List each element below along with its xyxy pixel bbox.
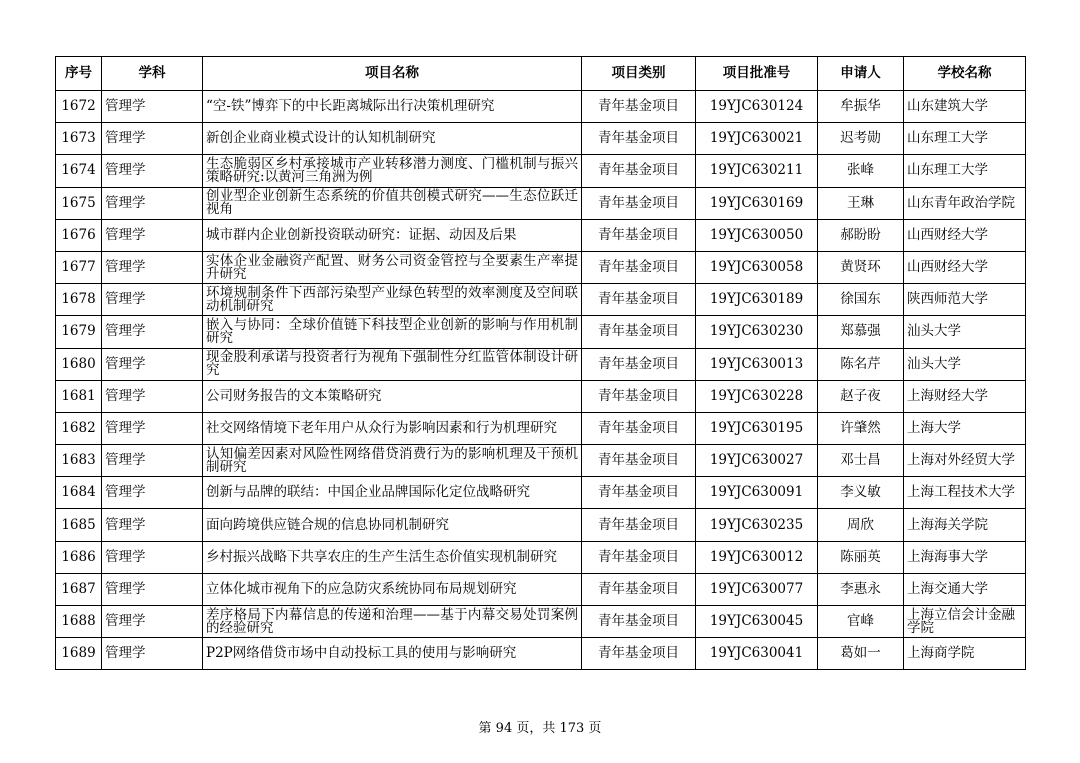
table-row [56,638,1026,670]
cell-no: 1676 [56,219,102,251]
project-table [55,56,1026,670]
cell-type: 青年基金项目 [582,155,696,187]
cell-title: 嵌入与协同：全球价值链下科技型企业创新的影响与作用机制研究 [203,316,582,348]
cell-applicant: 黄贤环 [818,251,904,283]
table-row [56,316,1026,348]
col-header-title: 项目名称 [203,57,582,91]
cell-title: 城市群内企业创新投资联动研究：证据、动因及后果 [203,219,582,251]
cell-school: 汕头大学 [904,348,1026,380]
cell-subject: 管理学 [102,284,203,316]
cell-school: 上海对外经贸大学 [904,445,1026,477]
cell-applicant: 张峰 [818,155,904,187]
cell-no: 1680 [56,348,102,380]
cell-subject: 管理学 [102,509,203,541]
cell-no: 1688 [56,606,102,638]
cell-subject: 管理学 [102,155,203,187]
cell-school: 上海海关学院 [904,509,1026,541]
cell-code: 19YJC630195 [696,412,818,444]
cell-subject: 管理学 [102,638,203,670]
col-header-school: 学校名称 [904,57,1026,91]
cell-school: 山东青年政治学院 [904,187,1026,219]
table-row [56,155,1026,187]
cell-subject: 管理学 [102,541,203,573]
cell-code: 19YJC630058 [696,251,818,283]
cell-type: 青年基金项目 [582,123,696,155]
cell-applicant: 邓士昌 [818,445,904,477]
cell-code: 19YJC630050 [696,219,818,251]
cell-type: 青年基金项目 [582,412,696,444]
cell-type: 青年基金项目 [582,541,696,573]
cell-school: 陕西师范大学 [904,284,1026,316]
cell-title: 生态脆弱区乡村承接城市产业转移潜力测度、门槛机制与振兴策略研究:以黄河三角洲为例 [203,155,582,187]
cell-title: 创新与品牌的联结：中国企业品牌国际化定位战略研究 [203,477,582,509]
cell-school: 上海交通大学 [904,573,1026,605]
cell-no: 1685 [56,509,102,541]
cell-applicant: 牟振华 [818,91,904,123]
cell-school: 汕头大学 [904,316,1026,348]
cell-type: 青年基金项目 [582,187,696,219]
table-row [56,477,1026,509]
cell-subject: 管理学 [102,445,203,477]
cell-applicant: 徐国东 [818,284,904,316]
cell-subject: 管理学 [102,251,203,283]
table-row [56,219,1026,251]
cell-school: 上海海事大学 [904,541,1026,573]
cell-title: “空-铁”博弈下的中长距离城际出行决策机理研究 [203,91,582,123]
cell-code: 19YJC630012 [696,541,818,573]
table-body [56,91,1026,670]
table-row [56,251,1026,283]
cell-type: 青年基金项目 [582,638,696,670]
cell-code: 19YJC630045 [696,606,818,638]
cell-type: 青年基金项目 [582,219,696,251]
header-row [56,57,1026,91]
cell-no: 1682 [56,412,102,444]
table-row [56,91,1026,123]
cell-school: 山西财经大学 [904,251,1026,283]
cell-type: 青年基金项目 [582,477,696,509]
cell-type: 青年基金项目 [582,251,696,283]
cell-type: 青年基金项目 [582,509,696,541]
cell-school: 上海商学院 [904,638,1026,670]
col-header-subject: 学科 [102,57,203,91]
cell-no: 1683 [56,445,102,477]
cell-type: 青年基金项目 [582,348,696,380]
cell-applicant: 许肇然 [818,412,904,444]
cell-code: 19YJC630235 [696,509,818,541]
cell-applicant: 李惠永 [818,573,904,605]
cell-title: 现金股利承诺与投资者行为视角下强制性分红监管体制设计研究 [203,348,582,380]
cell-subject: 管理学 [102,477,203,509]
cell-subject: 管理学 [102,606,203,638]
cell-school: 山东建筑大学 [904,91,1026,123]
cell-applicant: 周欣 [818,509,904,541]
table-row [56,541,1026,573]
col-header-applicant: 申请人 [818,57,904,91]
cell-school: 上海立信会计金融学院 [904,606,1026,638]
cell-code: 19YJC630211 [696,155,818,187]
cell-type: 青年基金项目 [582,284,696,316]
cell-title: 立体化城市视角下的应急防灾系统协同布局规划研究 [203,573,582,605]
cell-type: 青年基金项目 [582,316,696,348]
cell-no: 1681 [56,380,102,412]
cell-applicant: 官峰 [818,606,904,638]
cell-code: 19YJC630021 [696,123,818,155]
cell-code: 19YJC630013 [696,348,818,380]
cell-subject: 管理学 [102,573,203,605]
cell-school: 上海大学 [904,412,1026,444]
cell-applicant: 郑慕强 [818,316,904,348]
cell-no: 1684 [56,477,102,509]
cell-code: 19YJC630228 [696,380,818,412]
table-row [56,606,1026,638]
col-header-no: 序号 [56,57,102,91]
cell-type: 青年基金项目 [582,445,696,477]
table-row [56,412,1026,444]
cell-type: 青年基金项目 [582,573,696,605]
cell-title: 差序格局下内幕信息的传递和治理——基于内幕交易处罚案例的经验研究 [203,606,582,638]
cell-school: 山西财经大学 [904,219,1026,251]
cell-subject: 管理学 [102,380,203,412]
cell-applicant: 郝盼盼 [818,219,904,251]
cell-subject: 管理学 [102,219,203,251]
cell-subject: 管理学 [102,91,203,123]
cell-applicant: 葛如一 [818,638,904,670]
cell-subject: 管理学 [102,348,203,380]
cell-code: 19YJC630189 [696,284,818,316]
cell-no: 1675 [56,187,102,219]
cell-title: 创业型企业创新生态系统的价值共创模式研究——生态位跃迁视角 [203,187,582,219]
col-header-type: 项目类别 [582,57,696,91]
table-row [56,284,1026,316]
cell-no: 1674 [56,155,102,187]
table-row [56,187,1026,219]
cell-title: 社交网络情境下老年用户从众行为影响因素和行为机理研究 [203,412,582,444]
cell-title: 实体企业金融资产配置、财务公司资金管控与全要素生产率提升研究 [203,251,582,283]
cell-title: 认知偏差因素对风险性网络借贷消费行为的影响机理及干预机制研究 [203,445,582,477]
cell-code: 19YJC630027 [696,445,818,477]
cell-applicant: 赵子夜 [818,380,904,412]
cell-school: 上海工程技术大学 [904,477,1026,509]
cell-type: 青年基金项目 [582,380,696,412]
cell-code: 19YJC630041 [696,638,818,670]
cell-code: 19YJC630091 [696,477,818,509]
cell-no: 1678 [56,284,102,316]
cell-no: 1687 [56,573,102,605]
table-row [56,573,1026,605]
cell-applicant: 王琳 [818,187,904,219]
cell-no: 1672 [56,91,102,123]
cell-title: 环境规制条件下西部污染型产业绿色转型的效率测度及空间联动机制研究 [203,284,582,316]
cell-applicant: 李义敏 [818,477,904,509]
cell-code: 19YJC630169 [696,187,818,219]
cell-applicant: 陈名芹 [818,348,904,380]
cell-type: 青年基金项目 [582,606,696,638]
cell-school: 山东理工大学 [904,123,1026,155]
cell-code: 19YJC630077 [696,573,818,605]
cell-subject: 管理学 [102,187,203,219]
cell-subject: 管理学 [102,412,203,444]
cell-title: 公司财务报告的文本策略研究 [203,380,582,412]
table-row [56,509,1026,541]
cell-title: 面向跨境供应链合规的信息协同机制研究 [203,509,582,541]
col-header-code: 项目批准号 [696,57,818,91]
cell-no: 1686 [56,541,102,573]
table-row [56,123,1026,155]
cell-applicant: 陈丽英 [818,541,904,573]
cell-title: 乡村振兴战略下共享农庄的生产生活生态价值实现机制研究 [203,541,582,573]
cell-school: 山东理工大学 [904,155,1026,187]
cell-no: 1689 [56,638,102,670]
page-footer: 第 94 页，共 173 页 [478,721,602,736]
table-row [56,348,1026,380]
cell-no: 1677 [56,251,102,283]
cell-no: 1673 [56,123,102,155]
cell-school: 上海财经大学 [904,380,1026,412]
cell-subject: 管理学 [102,316,203,348]
table-row [56,380,1026,412]
cell-no: 1679 [56,316,102,348]
table-row [56,445,1026,477]
cell-title: P2P网络借贷市场中自动投标工具的使用与影响研究 [203,638,582,670]
cell-code: 19YJC630230 [696,316,818,348]
cell-subject: 管理学 [102,123,203,155]
cell-code: 19YJC630124 [696,91,818,123]
cell-type: 青年基金项目 [582,91,696,123]
cell-applicant: 迟考勋 [818,123,904,155]
cell-title: 新创企业商业模式设计的认知机制研究 [203,123,582,155]
